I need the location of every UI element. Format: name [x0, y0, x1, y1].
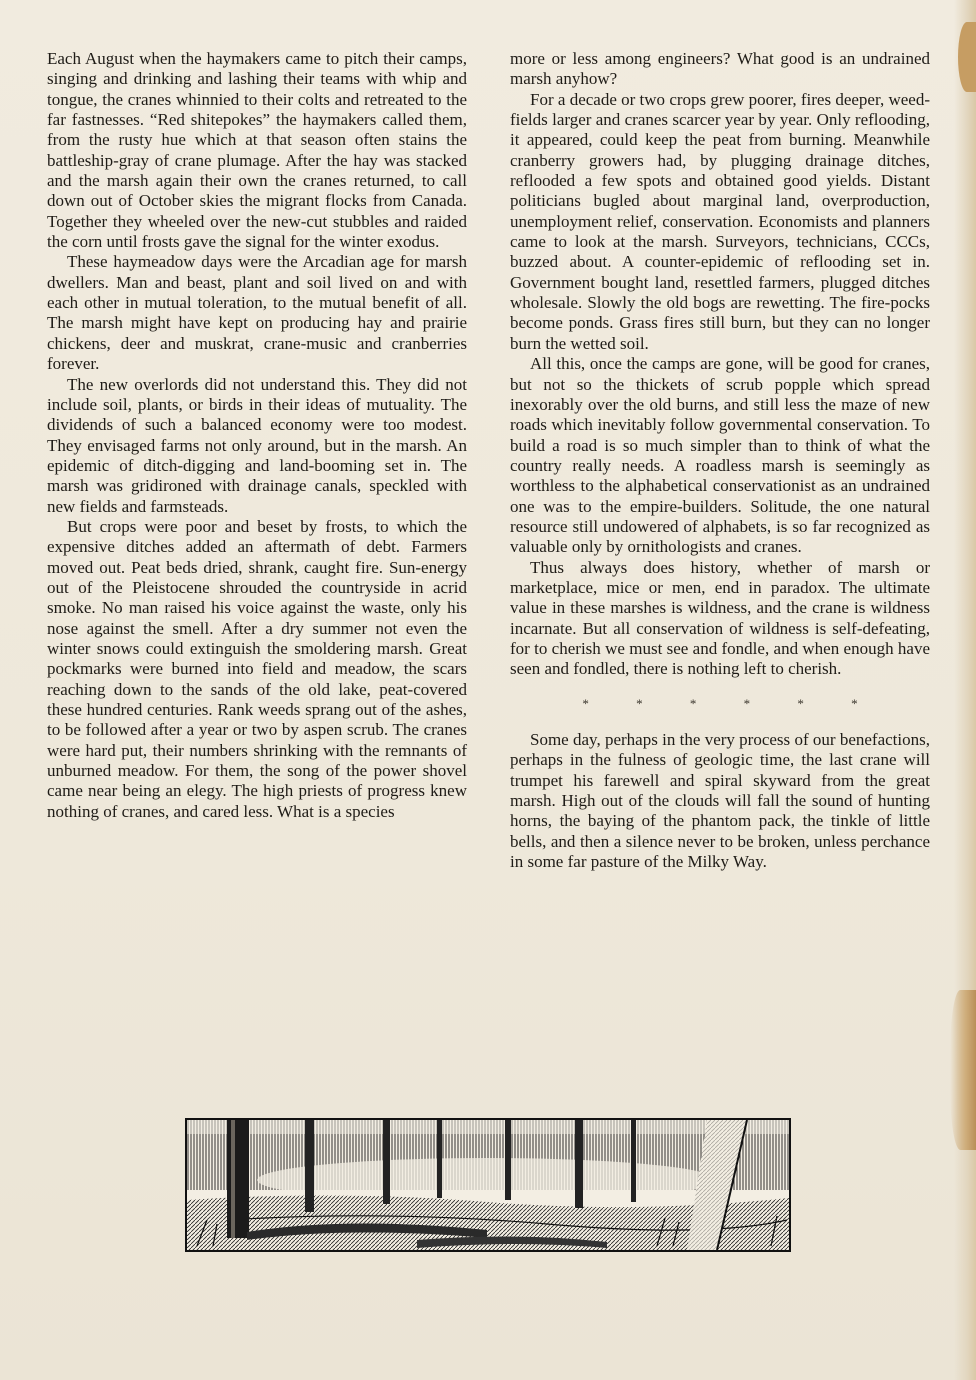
paragraph: But crops were poor and beset by frosts, to which the expensive ditches added an aftermath of debt. Farmers moved out. Peat beds dried, shrank, caught fire. Sun-energy out of the Pleistocene shrouded the countryside in acrid smoke. No man raised his voice against the waste, only his nose against the smell. After a dry summer not even the winter snows could extinguish the smoldering marsh. Great pockmarks were burned into field and meadow, the scars reaching down to the sands of the old lake, peat-covered these hundred centuries. Rank weeds sprang out of the ashes, to be followed after a year or two by aspen scrub. The cranes were hard put, their numbers shrinking with the remnants of unburned meadow. For them, the song of the power shovel came near being an elegy. The high priests of progress knew nothing of cranes, and cared less. What is a species [47, 516, 467, 821]
closing-paragraph: Some day, perhaps in the very process of our benefactions, perhaps in the fulness of geologic time, the last crane will trumpet his farewell and spiral skyward from the great marsh. High out of the clouds will fall the sound of hunting horns, the baying of the phantom pack, the tinkle of little bells, and then a silence never to be broken, unless perchance in some far pasture of the Milky Way. [510, 730, 930, 872]
paragraph: The new overlords did not understand this. They did not include soil, plants, or birds in their ideas of mutuality. The dividends of such a balanced economy were too modest. They envisaged farms not only around, but in the marsh. An epidemic of ditch-digging and land-booming set in. The marsh was gridironed with drainage canals, speckled with new fields and farmsteads. [47, 374, 467, 516]
paragraph: For a decade or two crops grew poorer, fires deeper, weed-fields larger and cranes scarcer year by year. Only reflooding, it appeared, could keep the peat from burning. Meanwhile cranberry growers had, by plugging drainage ditches, reflooded a few spots and obtained good yields. Distant politicians bugled about marginal land, overproduction, unemployment relief, conservation. Economists and planners came to look at the marsh. Surveyors, technicians, CCCs, buzzed about. A counter-epidemic of reflooding set in. Government bought land, resettled farmers, plugged ditches wholesale. Slowly the old bogs are rewetting. The fire-pocks become ponds. Grass fires still burn, but they can no longer burn the wetted soil. [510, 89, 930, 353]
paper-tab-stain [958, 22, 976, 92]
page-edge [954, 0, 976, 1380]
paragraph: Thus always does history, whether of marsh or marketplace, mice or men, end in paradox. The ultimate value in these marshes is wildness, and the crane is wildness incarnate. But all conservation of wildness is self-defeating, for to cherish we must see and fondle, and when enough have seen and fondled, there is nothing left to cherish. [510, 557, 930, 679]
paragraph: All this, once the camps are gone, will be good for cranes, but not so the thickets of scrub popple which spread inexorably over the old burns, and still less the maze of new roads which inevitably follow governmental conservation. To build a road is so much simpler than to think of what the country really needs. A roadless marsh is seemingly as worthless to the alphabetical conservationist as an undrained one was to the empire-builders. Solitude, the one natural resource still undowered of alphabets, is so far recognized as valuable only by ornithologists and cranes. [510, 354, 930, 557]
left-column [47, 49, 467, 822]
paragraph: These haymeadow days were the Arcadian age for marsh dwellers. Man and beast, plant and soil lived on and with each other in mutual toleration, to the mutual benefit of all. The marsh might have kept on producing hay and prairie chickens, deer and muskrat, crane-music and cranberries forever. [47, 252, 467, 374]
right-column [510, 49, 930, 872]
paper-stain [950, 990, 976, 1150]
paragraph: Each August when the haymakers came to pitch their camps, singing and drinking and lashing their teams with whip and tongue, the cranes whinnied to their colts and retreated to the far fastnesses. “Red shitepokes” the haymakers called them, from the rusty hue which at that season often stains the battleship-gray of crane plumage. After the hay was stacked and the marsh again their own the cranes returned, to call down out of October skies the migrant flocks from Canada. Together they wheeled over the new-cut stubbles and raided the corn until frosts gave the signal for the winter exodus. [47, 49, 467, 252]
section-separator: * * * * * * [582, 695, 880, 711]
woodland-engraving-icon [185, 1118, 791, 1252]
paragraph: more or less among engineers? What good is an undrained marsh anyhow? [510, 49, 930, 89]
